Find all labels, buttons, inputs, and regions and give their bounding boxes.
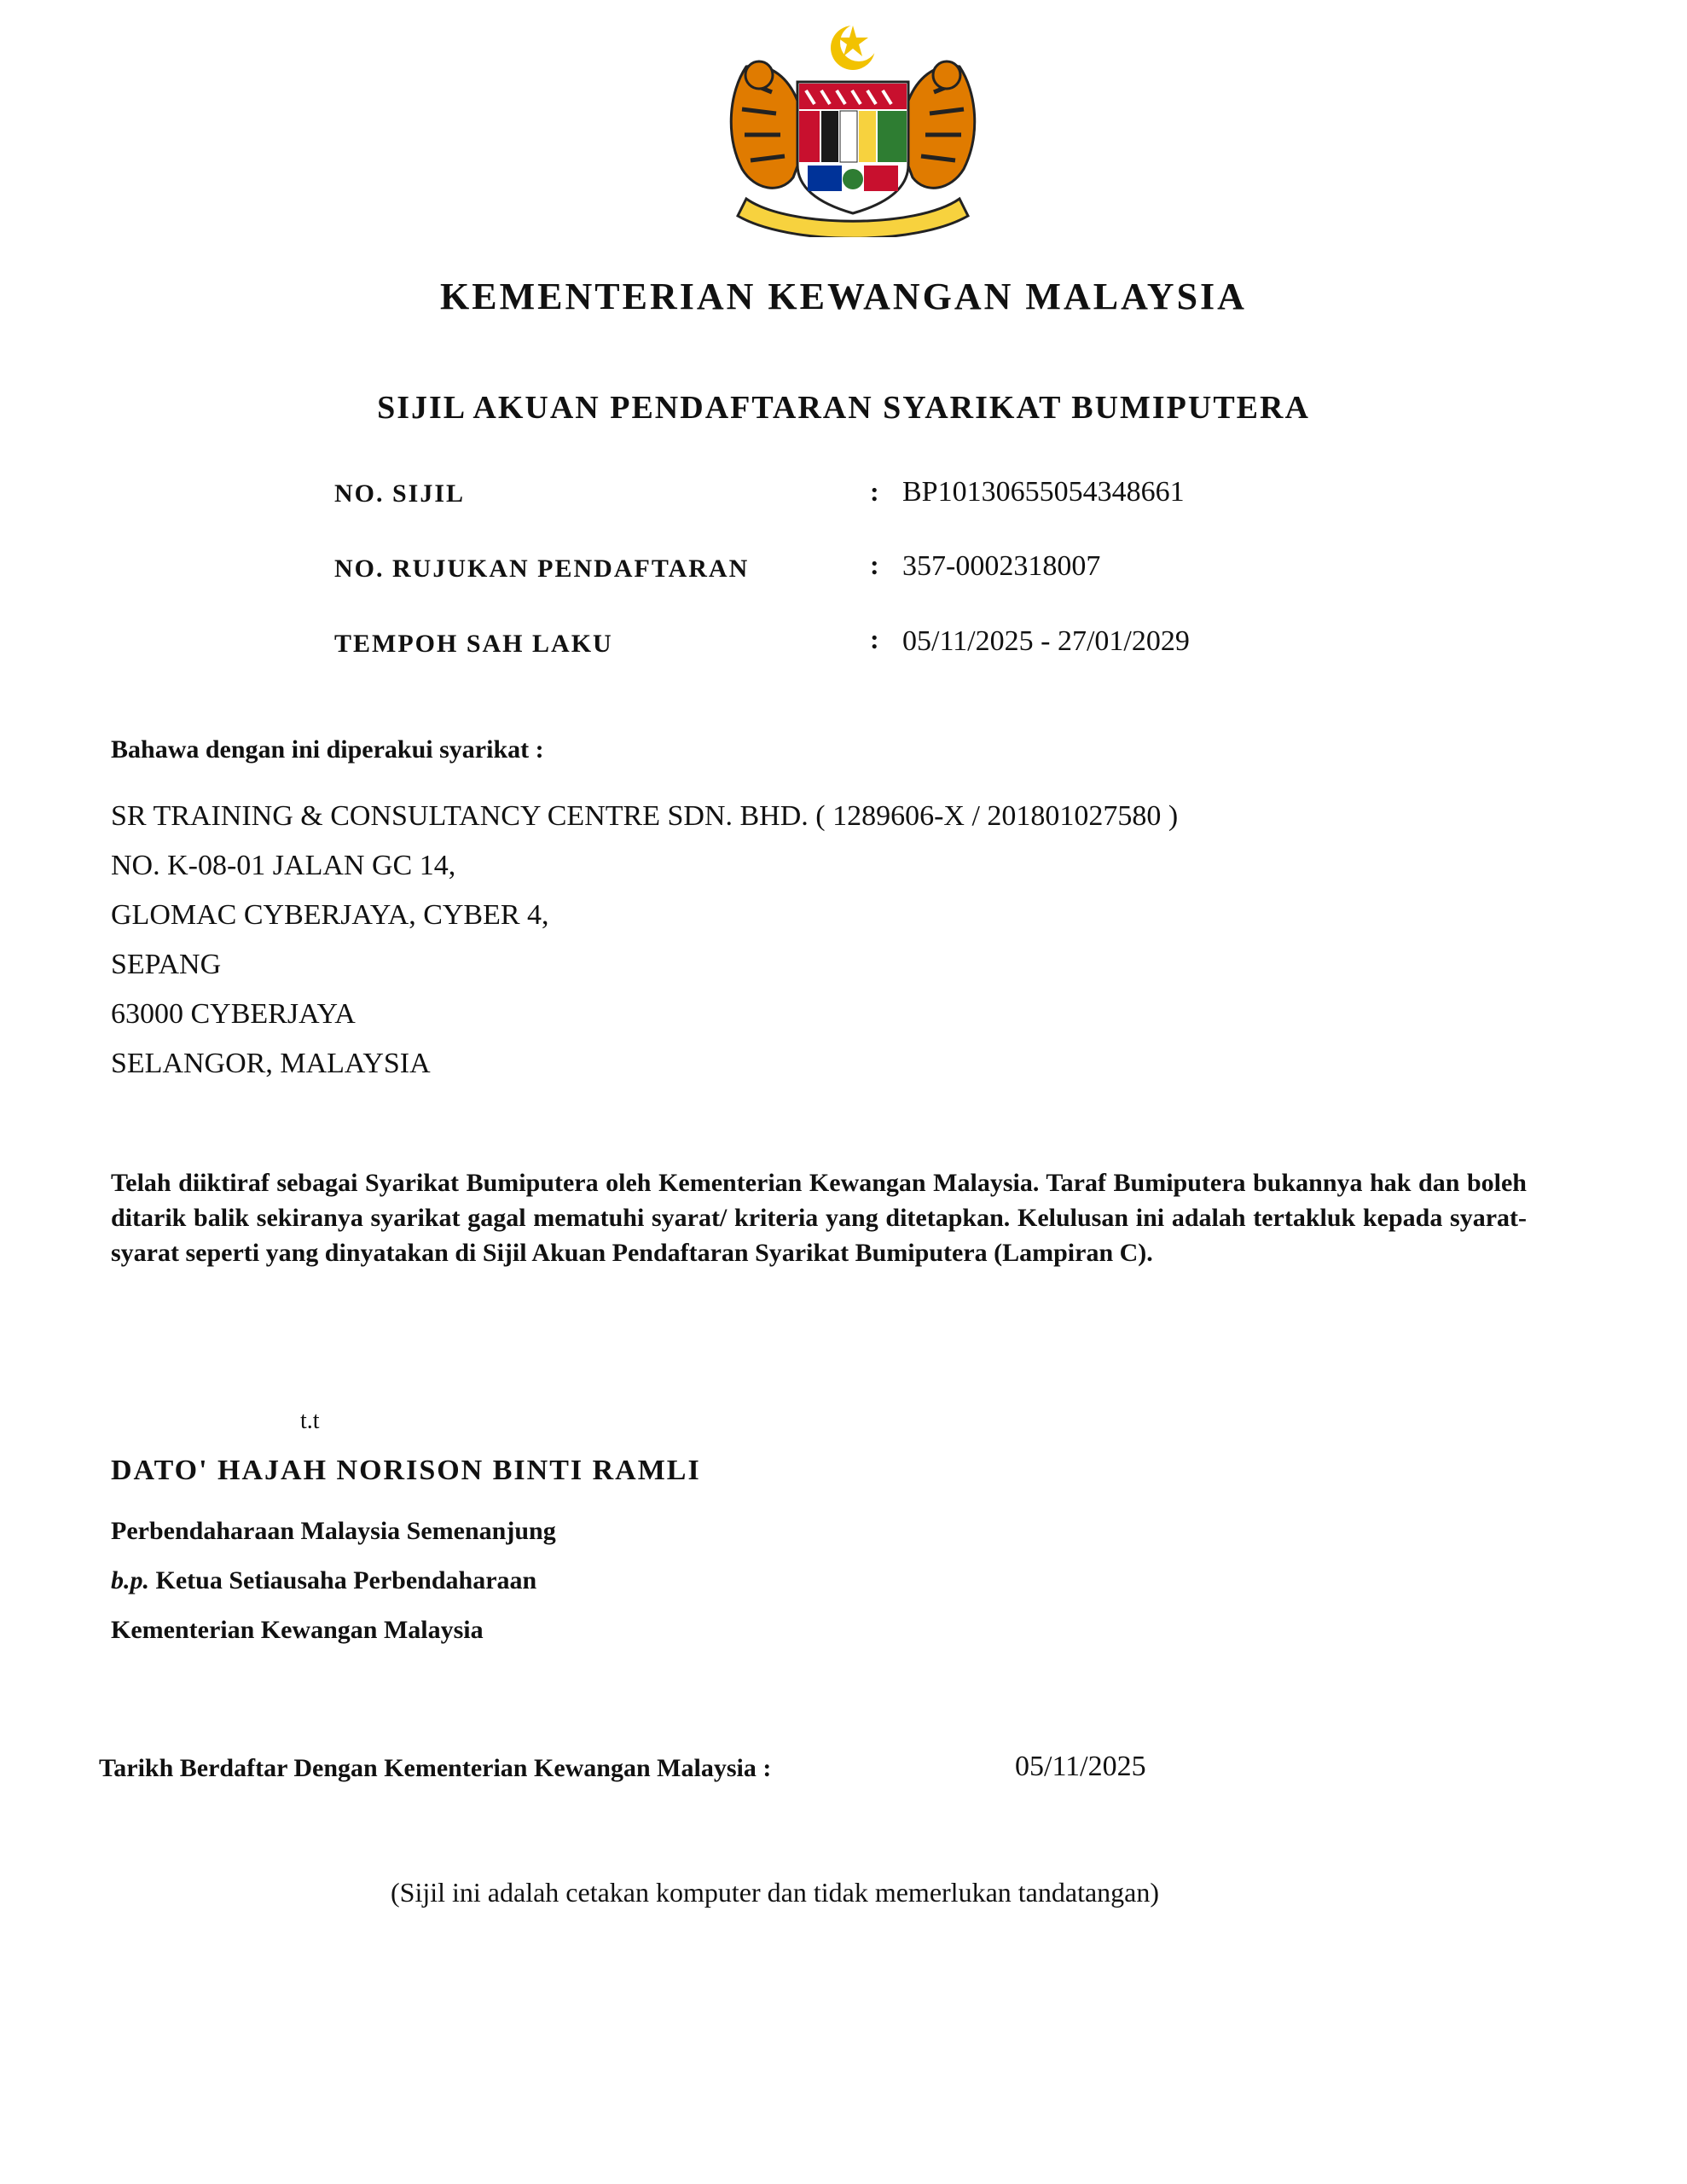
footer-note: (Sijil ini adalah cetakan komputer dan tidak memerlukan tandatangan) xyxy=(391,1877,1160,1908)
certificate-title: SIJIL AKUAN PENDAFTARAN SYARIKAT BUMIPUTERA xyxy=(377,390,1310,426)
tt-mark: t.t xyxy=(300,1408,320,1434)
address-line: 63000 CYBERJAYA xyxy=(111,998,356,1030)
registration-label: Tarikh Berdaftar Dengan Kementerian Kewangan Malaysia : xyxy=(99,1754,772,1782)
field-colon: : xyxy=(870,549,879,580)
intro-text: Bahawa dengan ini diperakui syarikat : xyxy=(111,735,544,764)
field-colon: : xyxy=(870,624,879,654)
field-colon: : xyxy=(870,476,879,507)
ministry-title: KEMENTERIAN KEWANGAN MALAYSIA xyxy=(440,276,1247,317)
address-line: NO. K-08-01 JALAN GC 14, xyxy=(111,850,456,881)
bp-prefix: b.p. xyxy=(111,1566,149,1594)
signatory-line-3: Kementerian Kewangan Malaysia xyxy=(111,1616,484,1644)
signatory-name: DATO' HAJAH NORISON BINTI RAMLI xyxy=(111,1455,701,1486)
field-label-no-rujukan: NO. RUJUKAN PENDAFTARAN xyxy=(334,555,750,583)
address-line: GLOMAC CYBERJAYA, CYBER 4, xyxy=(111,899,549,931)
registration-date: 05/11/2025 xyxy=(1015,1751,1146,1782)
malaysia-coat-of-arms-icon xyxy=(712,15,994,237)
field-value-no-rujukan: 357-0002318007 xyxy=(902,550,1101,582)
field-label-tempoh: TEMPOH SAH LAKU xyxy=(334,630,613,658)
field-label-no-sijil: NO. SIJIL xyxy=(334,479,466,508)
signatory-line-1: Perbendaharaan Malaysia Semenanjung xyxy=(111,1517,556,1545)
signatory-line-2 xyxy=(111,1566,536,1595)
address-line: SEPANG xyxy=(111,949,222,980)
recognition-paragraph: Telah diiktiraf sebagai Syarikat Bumiputera oleh Kementerian Kewangan Malaysia. Taraf Bumiputera bukannya hak dan boleh ditarik balik sekiranya syarikat gagal mematuhi syarat/ kriteria yang ditetapkan. Kelulusan ini adalah tertakluk kepada syarat-syarat seperti yang dinyatakan di Sijil Akuan Pendaftaran Syarikat Bumiputera (Lampiran C). xyxy=(111,1169,1527,1267)
company-name: SR TRAINING & CONSULTANCY CENTRE SDN. BHD. ( 1289606-X / 201801027580 ) xyxy=(111,800,1179,832)
field-value-no-sijil: BP10130655054348661 xyxy=(902,476,1185,508)
signatory-role: Ketua Setiausaha Perbendaharaan xyxy=(155,1566,537,1594)
field-value-tempoh: 05/11/2025 - 27/01/2029 xyxy=(902,625,1190,657)
address-line: SELANGOR, MALAYSIA xyxy=(111,1048,431,1079)
